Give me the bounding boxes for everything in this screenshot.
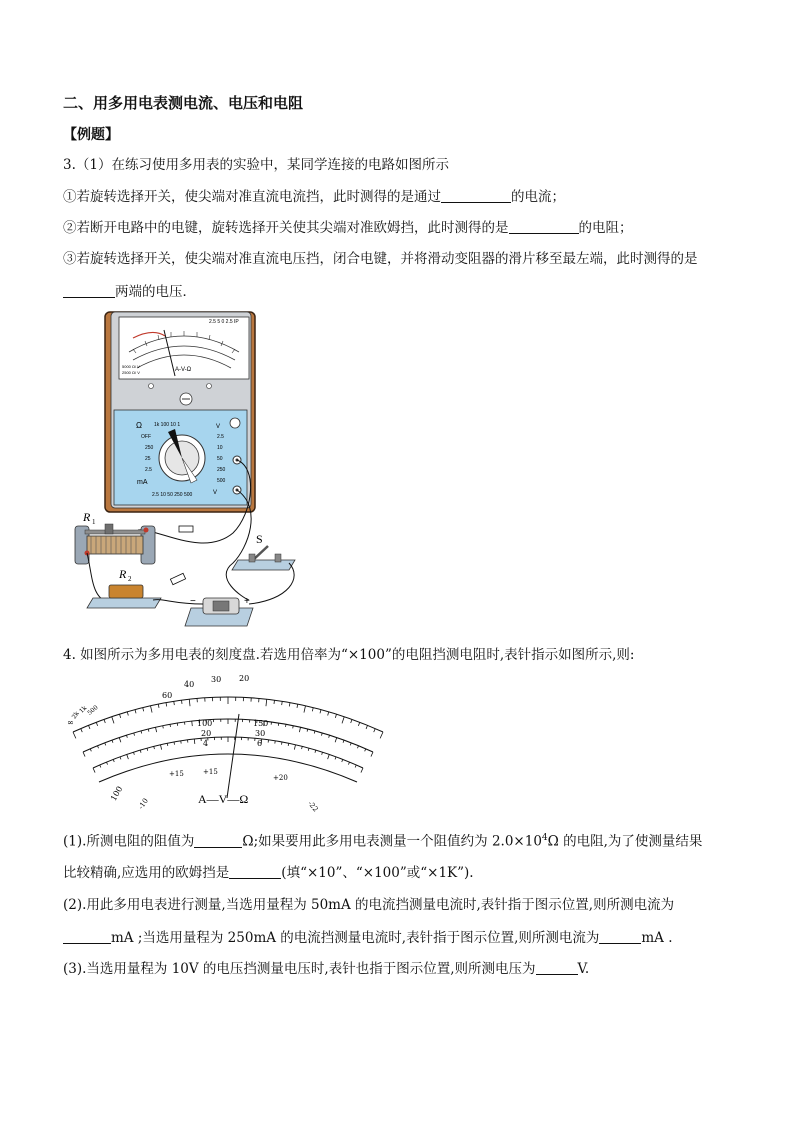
dial-tick (127, 712, 128, 716)
dial-tick (343, 740, 344, 743)
svg-text:+15: +15 (203, 768, 218, 776)
dial-tick (83, 752, 85, 757)
q4-stem: 4. 如图所示为多用电表的刻度盘.若选用倍率为“×100”的电阻挡测电阻时,表针指示如图所示,则: (63, 647, 635, 663)
svg-text:4: 4 (203, 739, 209, 748)
r2-label: R (119, 567, 127, 581)
window-label: A-V-Ω (175, 367, 192, 373)
svg-text:2500 Ω/ V: 2500 Ω/ V (122, 370, 140, 375)
svg-text:100: 100 (197, 719, 213, 728)
svg-text:2: 2 (128, 575, 132, 583)
dial-tick (348, 762, 349, 765)
dial-tick (161, 745, 162, 750)
svg-text:250: 250 (217, 467, 226, 473)
off-label: OFF (141, 434, 151, 440)
rheostat-slider[interactable] (105, 524, 113, 534)
answer-blank-6[interactable] (63, 929, 111, 944)
dial-tick (308, 748, 309, 751)
dial-tick (304, 706, 306, 713)
dial-tick (342, 717, 344, 724)
dial-tick (192, 721, 193, 726)
answer-blank-5[interactable] (229, 864, 281, 879)
dial-tick (98, 746, 99, 749)
dial-tick (335, 757, 336, 760)
svg-text:20: 20 (239, 674, 250, 683)
dial-tick (194, 739, 195, 744)
q3-part2 (63, 219, 633, 237)
dial-tick (350, 743, 351, 746)
dial-tick (141, 731, 142, 734)
dial-tick (81, 729, 83, 733)
answer-blank-1[interactable] (441, 188, 511, 203)
dial-tick (357, 746, 358, 749)
dial-tick (120, 714, 121, 718)
dial-tick (112, 717, 114, 724)
svg-text:1k 100 10 1: 1k 100 10 1 (154, 422, 181, 428)
dial-tick (320, 710, 321, 714)
dial-tick (166, 703, 167, 707)
dial-tick (294, 745, 295, 750)
dial-tick (147, 748, 148, 751)
dial-tick (107, 762, 108, 765)
svg-text:-10: -10 (136, 796, 150, 811)
dial-tick (140, 750, 141, 753)
svg-text:100: 100 (108, 784, 125, 803)
dial-tick (73, 732, 76, 738)
multimeter-dial-figure (63, 670, 393, 815)
svg-text:30: 30 (255, 729, 266, 738)
dial-tick (307, 729, 308, 732)
top-right-mark: 2.5 5 0 2.5 IP (209, 319, 239, 325)
dial-tick (314, 731, 315, 734)
dial-tick (154, 746, 155, 749)
dial-tick (127, 754, 129, 759)
dial-tick (119, 738, 121, 743)
dial-tick (321, 733, 322, 736)
dial-tick (355, 765, 356, 768)
dial-tick (358, 722, 359, 726)
q3-part2-tail: 的电阻； (578, 220, 633, 236)
dial-tick (371, 752, 373, 757)
dial-tick (366, 725, 367, 729)
dial-tick (315, 750, 316, 753)
svg-text:2.5 10 50 250 500: 2.5 10 50 250 500 (152, 492, 193, 498)
switch-label: S (256, 532, 263, 546)
svg-text:30: 30 (211, 675, 222, 684)
dial-tick (134, 733, 135, 736)
dial-tick (329, 735, 330, 738)
rheostat-r1 (87, 536, 143, 554)
dial-tick (96, 722, 97, 726)
dial-tick (361, 768, 363, 773)
dial-tick (148, 729, 149, 732)
dial-tick (266, 699, 267, 706)
dial-tick (351, 719, 352, 723)
dial-needle (227, 714, 239, 798)
dial-tick (120, 757, 121, 760)
dial-tick (135, 710, 136, 714)
dial-tick (328, 712, 329, 716)
dial-tick (335, 714, 336, 718)
dial-tick (288, 743, 289, 746)
svg-text:20: 20 (201, 729, 212, 738)
svg-text:V: V (216, 424, 221, 430)
svg-text:60: 60 (162, 691, 173, 700)
dial-tick (167, 743, 168, 746)
answer-blank-7[interactable] (599, 929, 641, 944)
dial-tick (151, 706, 153, 713)
svg-text:+20: +20 (273, 774, 288, 782)
dial-tick (127, 735, 128, 738)
q4-sub1: (1).所测电阻的阻值为 Ω;如果要用此多用电表测量一个阻值约为 $2.0\times 10^4\Omega$ 的电阻,为了使测量结果 (63, 833, 703, 850)
svg-text:2.5: 2.5 (217, 434, 224, 440)
dial-tick (274, 700, 275, 704)
dial-tick (93, 768, 95, 773)
ma-label: mA (137, 479, 148, 486)
dial-tick (328, 754, 330, 759)
dial-tick (293, 726, 294, 729)
q3-part2-text: ②若断开电路中的电键，旋转选择开关使其尖端对准欧姆挡，此时测得的是 (63, 220, 509, 236)
svg-text:40: 40 (184, 680, 195, 689)
dial-tick (299, 727, 300, 732)
dial-tick (112, 740, 113, 743)
answer-blank-8[interactable] (536, 960, 578, 975)
svg-text:250: 250 (145, 445, 154, 451)
svg-text:500: 500 (217, 478, 226, 484)
q3-part3: ③若旋转选择开关，使尖端对准直流电压挡，闭合电键，并将滑动变阻器的滑片移至最左端，此时测得的是 (63, 251, 698, 267)
dial-tick (312, 708, 313, 712)
dial-tick (163, 726, 164, 729)
svg-text:1: 1 (92, 518, 96, 526)
q4-sub2-cont: mA ;当选用量程为 250mA 的电流挡测量电流时,表针指于图示位置,则所测电流为 mA . (63, 929, 673, 947)
svg-text:10: 10 (217, 445, 223, 451)
q4-sub1-cont: 比较精确,应选用的欧姆挡是 (填“×10”、“×100”或“×1K”). (63, 865, 474, 881)
dial-tick (365, 749, 366, 752)
q3-part3-cont (63, 283, 196, 301)
svg-text:50: 50 (217, 456, 223, 462)
dial-tick (105, 743, 106, 746)
svg-text:6: 6 (257, 739, 263, 748)
svg-text:150: 150 (253, 719, 269, 728)
dial-tick (100, 765, 101, 768)
svg-text:+15: +15 (169, 770, 184, 778)
q3-part1-text: ①若旋转选择开关，使尖端对准直流电流挡，此时测得的是通过 (63, 189, 441, 205)
dial-tick (374, 729, 376, 733)
dial-tick (104, 719, 105, 723)
q4-sub2: (2).用此多用电表进行测量,当选用量程为 50mA 的电流挡测量电流时,表针指于图示位置,则所测电流为 (63, 897, 675, 913)
q3-part3-tail: 两端的电压． (115, 284, 196, 300)
svg-text:∞: ∞ (67, 718, 74, 727)
multimeter-circuit-figure (63, 308, 308, 638)
q3-stem: 3.（1）在练习使用多用表的实验中，某同学连接的电路如图所示 (63, 157, 449, 173)
dial-tick (90, 749, 91, 752)
dial-tick (89, 725, 90, 729)
dial-tick (342, 759, 343, 762)
dial-tick (143, 708, 144, 712)
answer-blank-2[interactable] (509, 219, 579, 234)
svg-text:-22: -22 (306, 799, 320, 814)
svg-text:1k: 1k (78, 704, 89, 715)
answer-blank-4[interactable] (194, 833, 242, 848)
dial-tick (289, 703, 290, 707)
answer-blank-3[interactable] (63, 283, 115, 298)
dial-tick (322, 752, 323, 755)
dial-tick (174, 701, 175, 705)
dial-tick (113, 759, 114, 762)
svg-text:+: + (244, 596, 250, 607)
svg-text:500: 500 (86, 704, 100, 717)
dial-tick (302, 746, 303, 749)
svg-text:V: V (213, 490, 218, 496)
svg-text:−: − (190, 596, 196, 607)
dial-tick (134, 752, 135, 755)
dial-tick (189, 699, 190, 706)
q3-part1 (63, 188, 565, 206)
q3-part1-tail: 的电流； (511, 189, 565, 205)
ohm-symbol: Ω (136, 421, 142, 430)
dial-tick (182, 700, 183, 704)
section-heading: 二、用多用电表测电流、电压和电阻 (63, 94, 304, 112)
dial-tick (158, 704, 159, 708)
svg-text:2.5: 2.5 (145, 467, 152, 473)
svg-text:2k: 2k (70, 710, 81, 721)
dial-tick (380, 732, 383, 738)
dial-tick (156, 727, 157, 732)
svg-text:25: 25 (145, 456, 151, 462)
dial-label: A—V—Ω (198, 792, 249, 806)
dial-tick (335, 738, 337, 743)
q4-sub3: (3).当选用量程为 10V 的电压挡测量电压时,表针也指于图示位置,则所测电压为 V. (63, 961, 590, 977)
r1-label: R (83, 510, 91, 524)
resistor-r2 (109, 585, 143, 598)
dial-tick (297, 704, 298, 708)
dial-tick (282, 701, 283, 705)
svg-text:5000 Ω/ V: 5000 Ω/ V (122, 364, 140, 369)
example-tag: 【例题】 (63, 127, 119, 143)
